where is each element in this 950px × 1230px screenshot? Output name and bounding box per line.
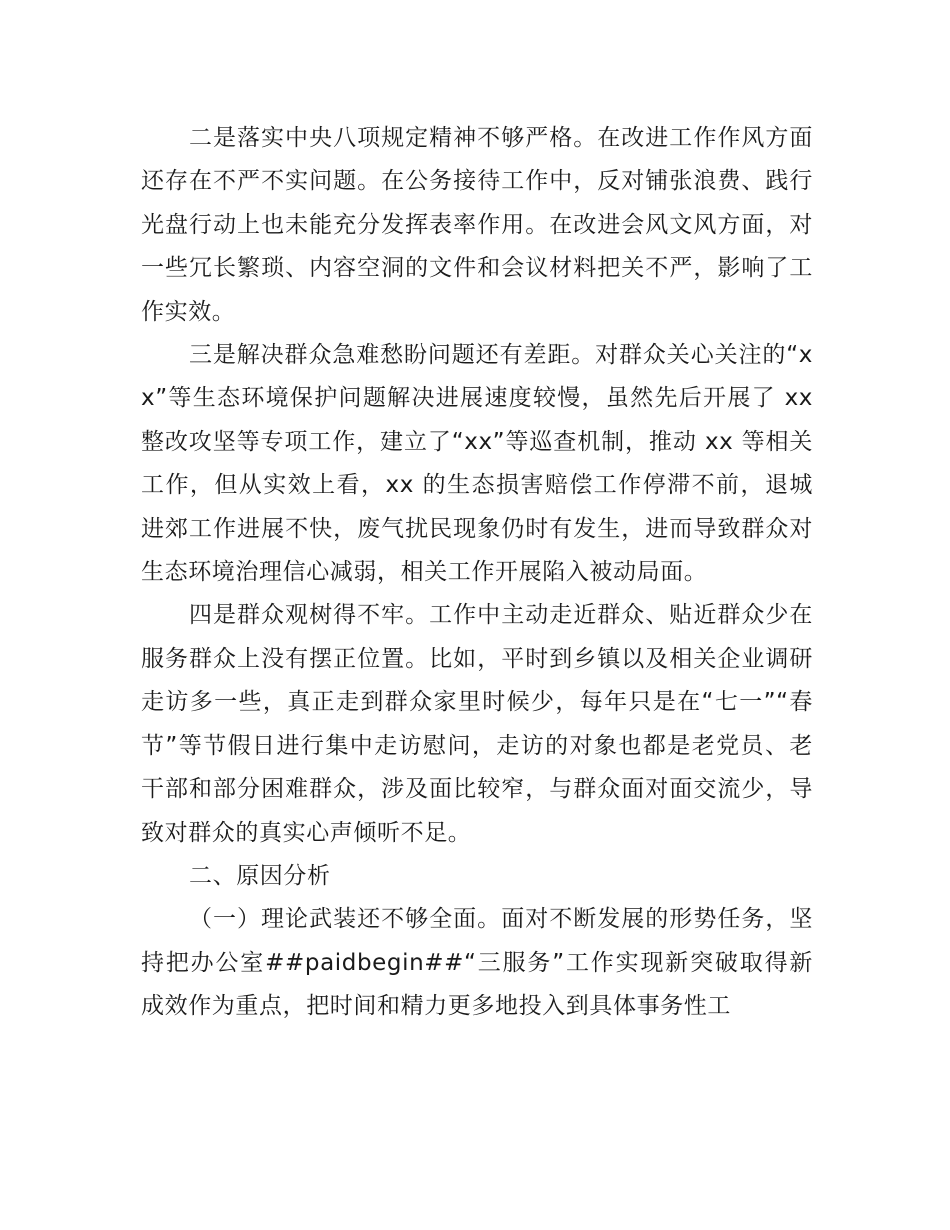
section-heading-cause-analysis: 二、原因分析 — [189, 862, 331, 889]
paragraph-public-concerns: 三是解决群众急难愁盼问题还有差距。对群众关心关注的“xx”等生态环境保护问题解决进展速度较慢，虽然先后开展了 xx 整改攻坚等专项工作，建立了“xx”等巡查机制，推动 xx 等相关工作，但从实效上看，xx 的生态损害赔偿工作停滞不前，退城进郊工作进展不快，废气扰民现象仍时有发生，进而导致群众对生态环境治理信心减弱，相关工作开展陷入被动局面。 — [141, 342, 813, 586]
paragraph-mass-perspective: 四是群众观树得不牢。工作中主动走近群众、贴近群众少在服务群众上没有摆正位置。比如，平时到乡镇以及相关企业调研走访多一些，真正走到群众家里时候少，每年只是在“七一”“春节”等节假日进行集中走访慰问，走访的对象也都是老党员、老干部和部分困难群众，涉及面比较窄，与群众面对面交流少，导致对群众的真实心声倾听不足。 — [141, 602, 813, 846]
document-body — [141, 117, 813, 1029]
paragraph-strictness: 二是落实中央八项规定精神不够严格。在改进工作作风方面还存在不严不实问题。在公务接待工作中，反对铺张浪费、践行光盘行动上也未能充分发挥表率作用。在改进会风文风方面，对一些冗长繁琐、内容空洞的文件和会议材料把关不严，影响了工作实效。 — [141, 125, 813, 325]
paragraph-theory-study: （一）理论武装还不够全面。面对不断发展的形势任务，坚持把办公室##paidbegin##“三服务”工作实现新突破取得新成效作为重点，把时间和精力更多地投入到具体事务性工 — [141, 906, 813, 1020]
